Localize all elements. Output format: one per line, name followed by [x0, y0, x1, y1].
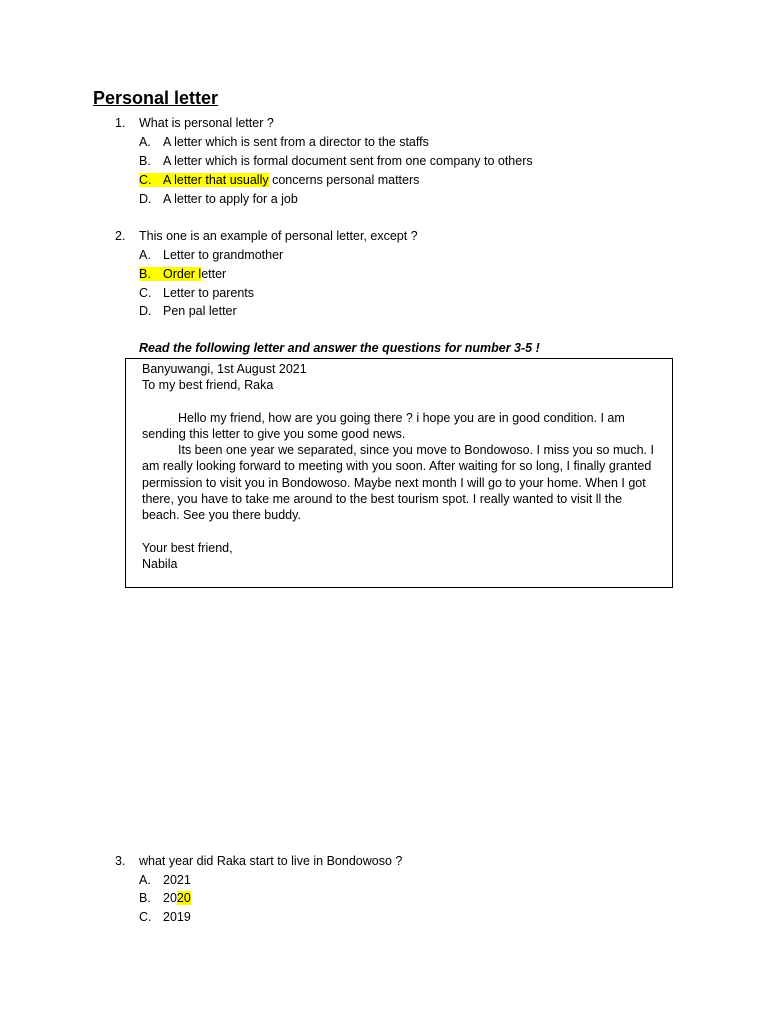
letter-paragraph-1: Hello my friend, how are you going there ? i hope you are in good condition. I am sending this letter to give you some good news. — [142, 410, 625, 441]
option-text: concerns personal matters — [268, 173, 420, 187]
option-letter: A. — [139, 248, 151, 262]
letter-box — [125, 358, 673, 588]
option-text: A letter which is sent from a director to the staffs — [163, 135, 429, 149]
option-letter: C. — [139, 286, 152, 300]
question-text: This one is an example of personal letter, except ? — [139, 229, 418, 243]
option-letter: B. — [139, 891, 151, 905]
highlighted-text: 20 — [176, 891, 191, 905]
question-2 — [115, 229, 418, 243]
q2-option-c — [139, 286, 254, 300]
letter-paragraph-2: Its been one year we separated, since you move to Bondowoso. I miss you so much. I am really looking forward to meeting with you soon. After waiting for so long, I finally granted permission to visit you in Bondowoso. Maybe next month I will go to your home. When I got there, you have to take me around to the best tourism spot. I really wanted to visit ll the beach. See you there buddy. — [142, 443, 654, 523]
option-text: Pen pal letter — [163, 304, 237, 318]
q2-option-b — [139, 267, 226, 281]
option-letter: B. — [139, 154, 151, 168]
q2-option-a — [139, 248, 283, 262]
q3-option-b — [139, 891, 191, 905]
letter-closing: Your best friend, — [142, 540, 233, 555]
q1-option-c — [139, 173, 419, 187]
question-number: 3. — [115, 854, 126, 868]
option-letter: D. — [139, 192, 152, 206]
q1-option-b — [139, 154, 533, 168]
option-letter: A. — [139, 873, 151, 887]
question-number: 2. — [115, 229, 126, 243]
reading-instruction: Read the following letter and answer the questions for number 3-5 ! — [139, 341, 540, 355]
letter-place-date: Banyuwangi, 1st August 2021 — [142, 362, 307, 376]
option-text: A letter which is formal document sent from one company to others — [163, 154, 533, 168]
question-text: What is personal letter ? — [139, 116, 274, 130]
option-letter: D. — [139, 304, 152, 318]
highlighted-text: A letter that usually — [163, 173, 269, 187]
page-title: Personal letter — [93, 88, 219, 108]
letter-signature: Nabila — [142, 556, 178, 571]
option-letter: B. — [139, 267, 163, 281]
q1-option-a — [139, 135, 429, 149]
question-3 — [115, 854, 402, 868]
option-text: Letter to parents — [163, 286, 255, 300]
q2-option-d — [139, 304, 237, 318]
option-text: Letter to grandmother — [163, 248, 284, 262]
option-letter: A. — [139, 135, 151, 149]
q3-option-c — [139, 910, 191, 924]
option-text: etter — [201, 267, 227, 281]
option-letter: C. — [139, 910, 152, 924]
question-text: what year did Raka start to live in Bondowoso ? — [139, 854, 403, 868]
question-1 — [115, 116, 274, 130]
question-number: 1. — [115, 116, 126, 130]
q3-option-a — [139, 873, 191, 887]
option-text: 20 — [163, 891, 177, 905]
option-letter: C. — [139, 173, 163, 187]
letter-recipient: To my best friend, Raka — [142, 378, 274, 393]
q1-option-d — [139, 192, 298, 206]
option-text: 2019 — [163, 910, 191, 924]
highlighted-text: Order l — [163, 267, 202, 281]
option-text: 2021 — [163, 873, 191, 887]
option-text: A letter to apply for a job — [163, 192, 298, 206]
